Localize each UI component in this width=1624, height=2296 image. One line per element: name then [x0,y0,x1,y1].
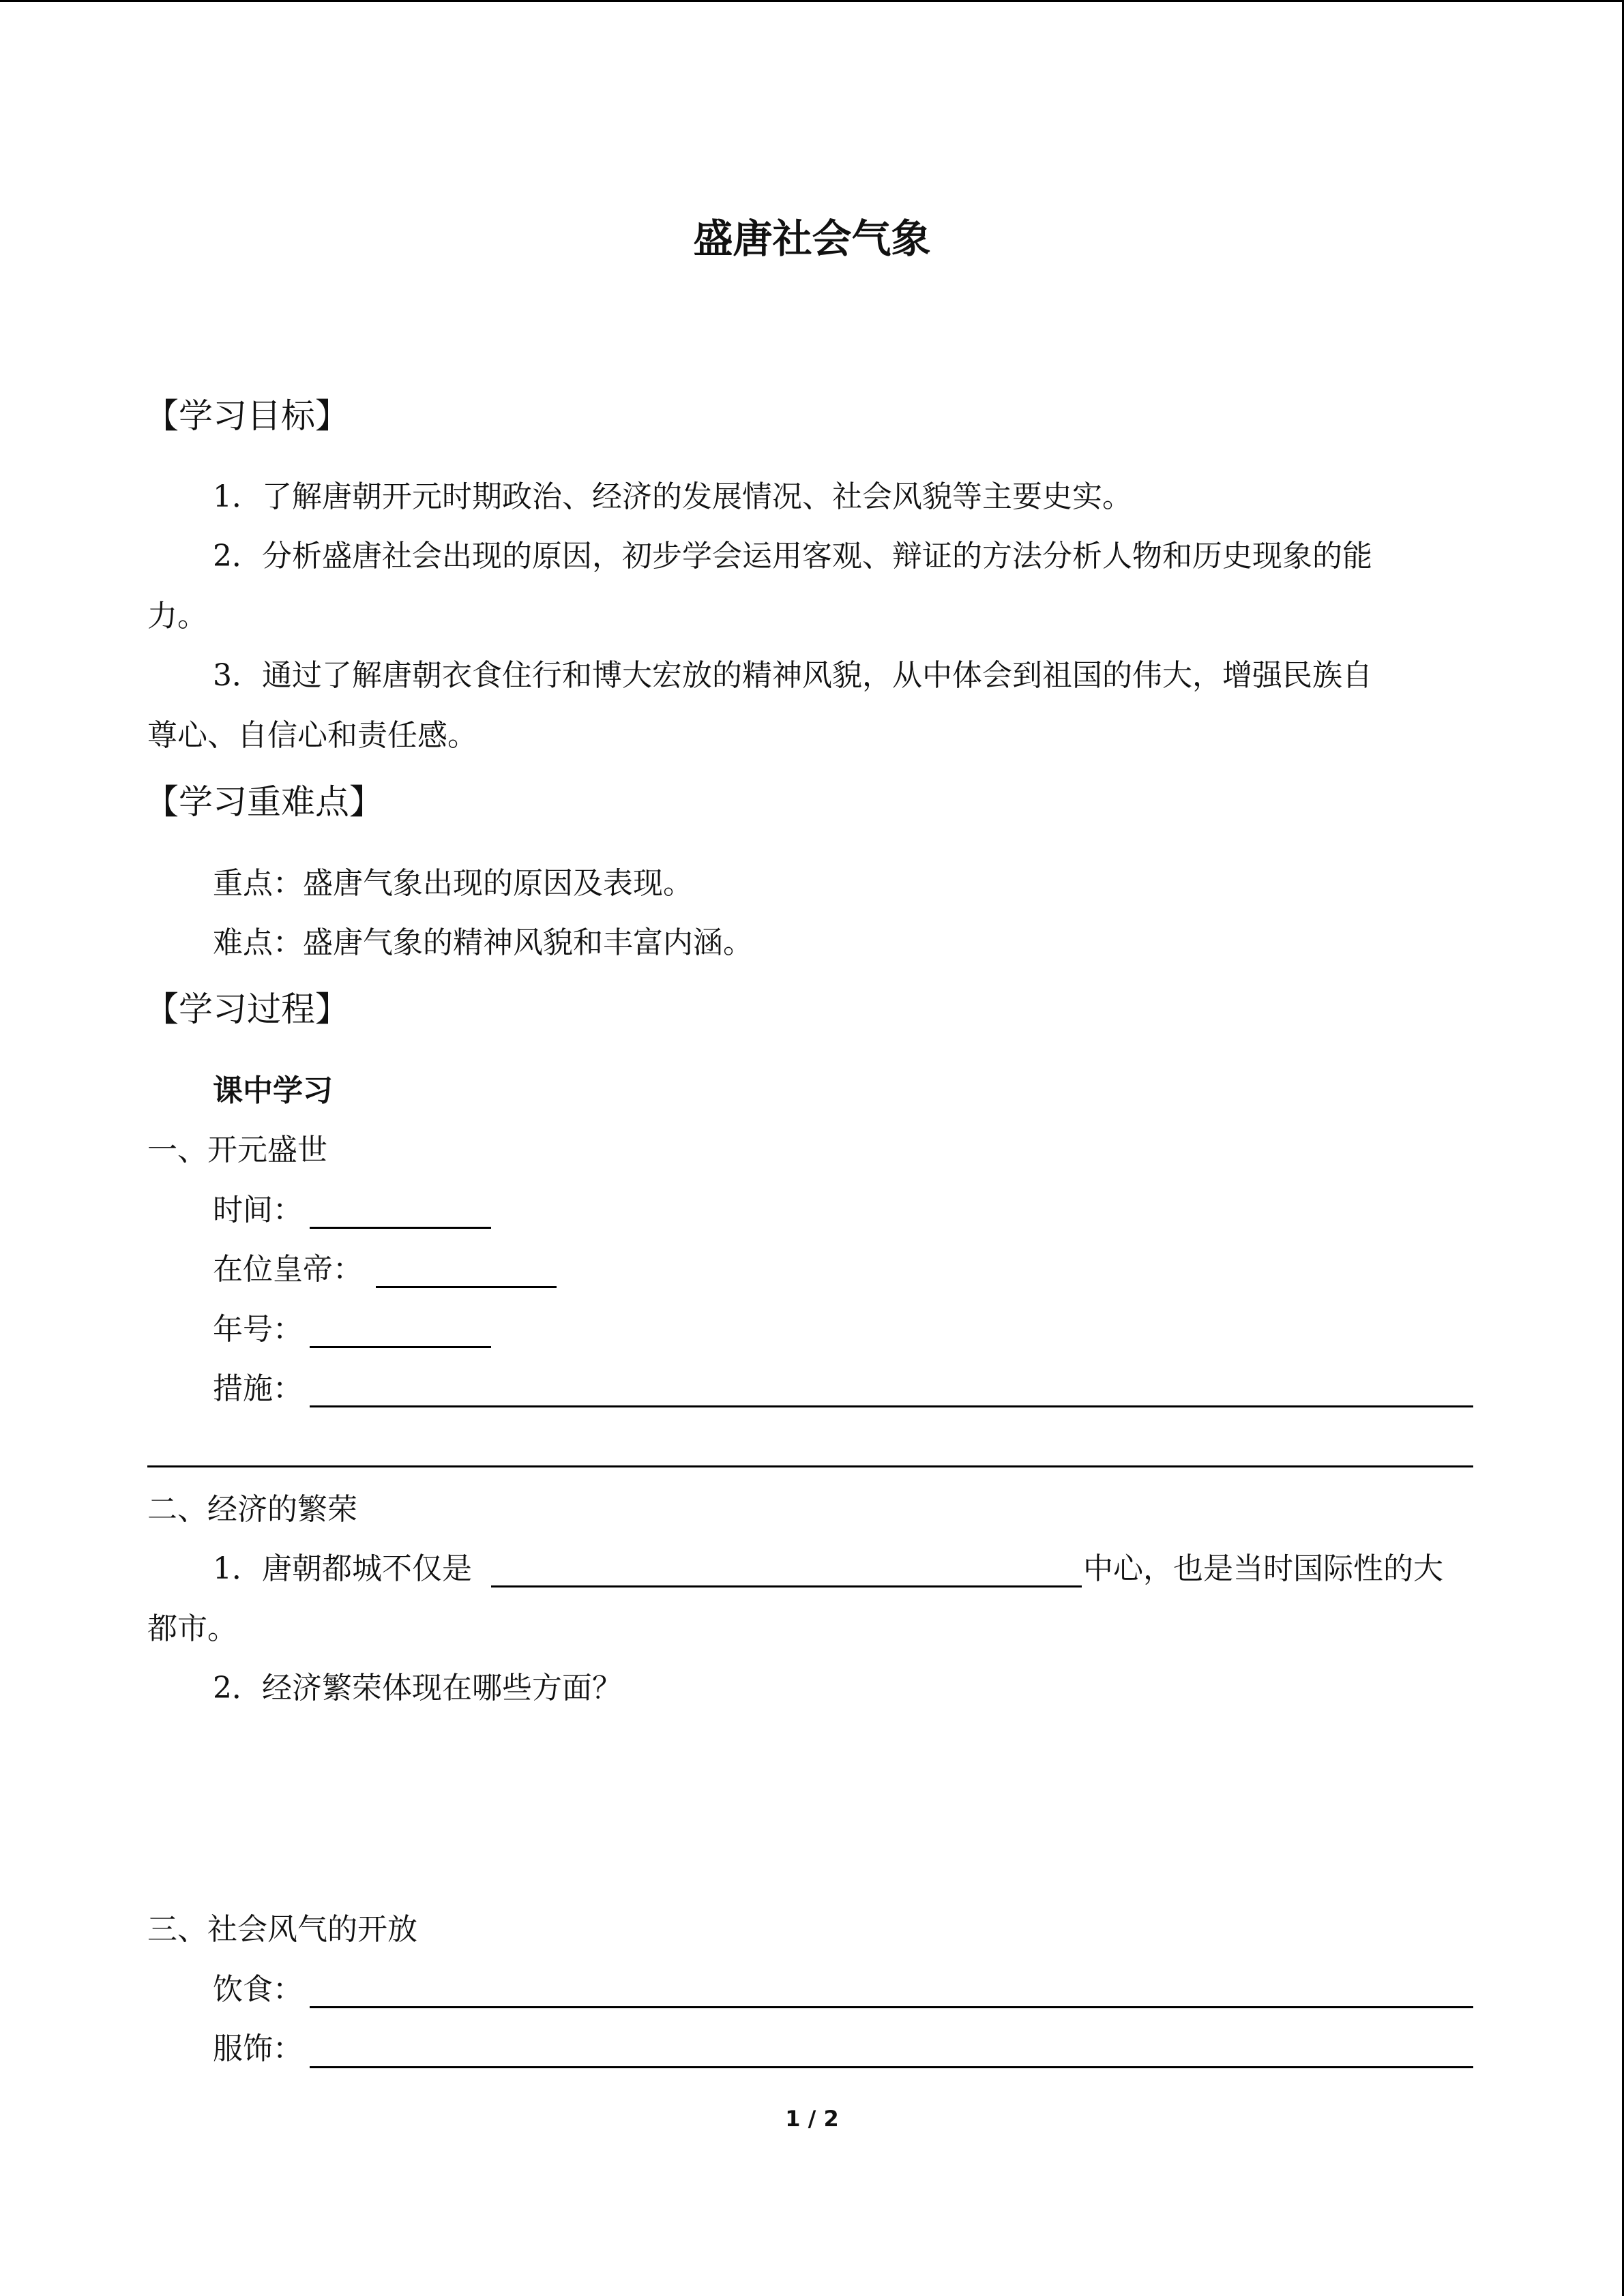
part2-title: 二、经济的繁荣 [147,1492,357,1527]
food-blank[interactable] [310,2006,1473,2008]
measures-blank-line-2[interactable] [147,1465,1473,1467]
economy-question: 2．经济繁荣体现在哪些方面？ [213,1671,622,1705]
part3-title: 三、社会风气的开放 [147,1912,417,1947]
capital-question-line-2: 都市。 [147,1611,237,1646]
measures-label: 措施： [213,1371,303,1406]
capital-question-blank[interactable] [491,1585,1082,1587]
emperor-label: 在位皇帝： [213,1252,363,1287]
era-name-label: 年号： [213,1312,303,1347]
food-label: 饮食： [213,1972,303,2007]
key-point: 重点：盛唐气象出现的原因及表现。 [213,866,693,901]
objective-item-3-line-2: 尊心、自信心和责任感。 [147,718,477,753]
capital-question-prefix: 1．唐朝都城不仅是 [213,1551,472,1586]
difficult-point: 难点：盛唐气象的精神风貌和丰富内涵。 [213,925,753,960]
time-label: 时间： [213,1193,303,1227]
emperor-blank[interactable] [376,1286,557,1288]
objective-item-2-line-2: 力。 [147,599,207,633]
era-name-blank[interactable] [310,1346,491,1348]
measures-blank-line-1[interactable] [310,1405,1473,1407]
process-heading: 【学习过程】 [145,989,349,1029]
objective-item-3-line-1: 3．通过了解唐朝衣食住行和博大宏放的精神风貌，从中体会到祖国的伟大，增强民族自 [213,658,1372,693]
in-class-subheading: 课中学习 [213,1073,333,1108]
objectives-heading: 【学习目标】 [145,396,349,436]
clothing-label: 服饰： [213,2031,303,2066]
page-title: 盛唐社会气象 [693,215,931,262]
clothing-blank[interactable] [310,2066,1473,2068]
capital-question-suffix: 中心，也是当时国际性的大 [1083,1551,1443,1586]
page-number: 1 / 2 [785,2106,839,2132]
part1-title: 一、开元盛世 [147,1133,327,1167]
objective-item-1: 1．了解唐朝开元时期政治、经济的发展情况、社会风貌等主要史实。 [213,479,1132,514]
time-blank[interactable] [310,1227,491,1229]
objective-item-2-line-1: 2．分析盛唐社会出现的原因，初步学会运用客观、辩证的方法分析人物和历史现象的能 [213,539,1372,573]
keypoints-heading: 【学习重难点】 [145,782,383,822]
